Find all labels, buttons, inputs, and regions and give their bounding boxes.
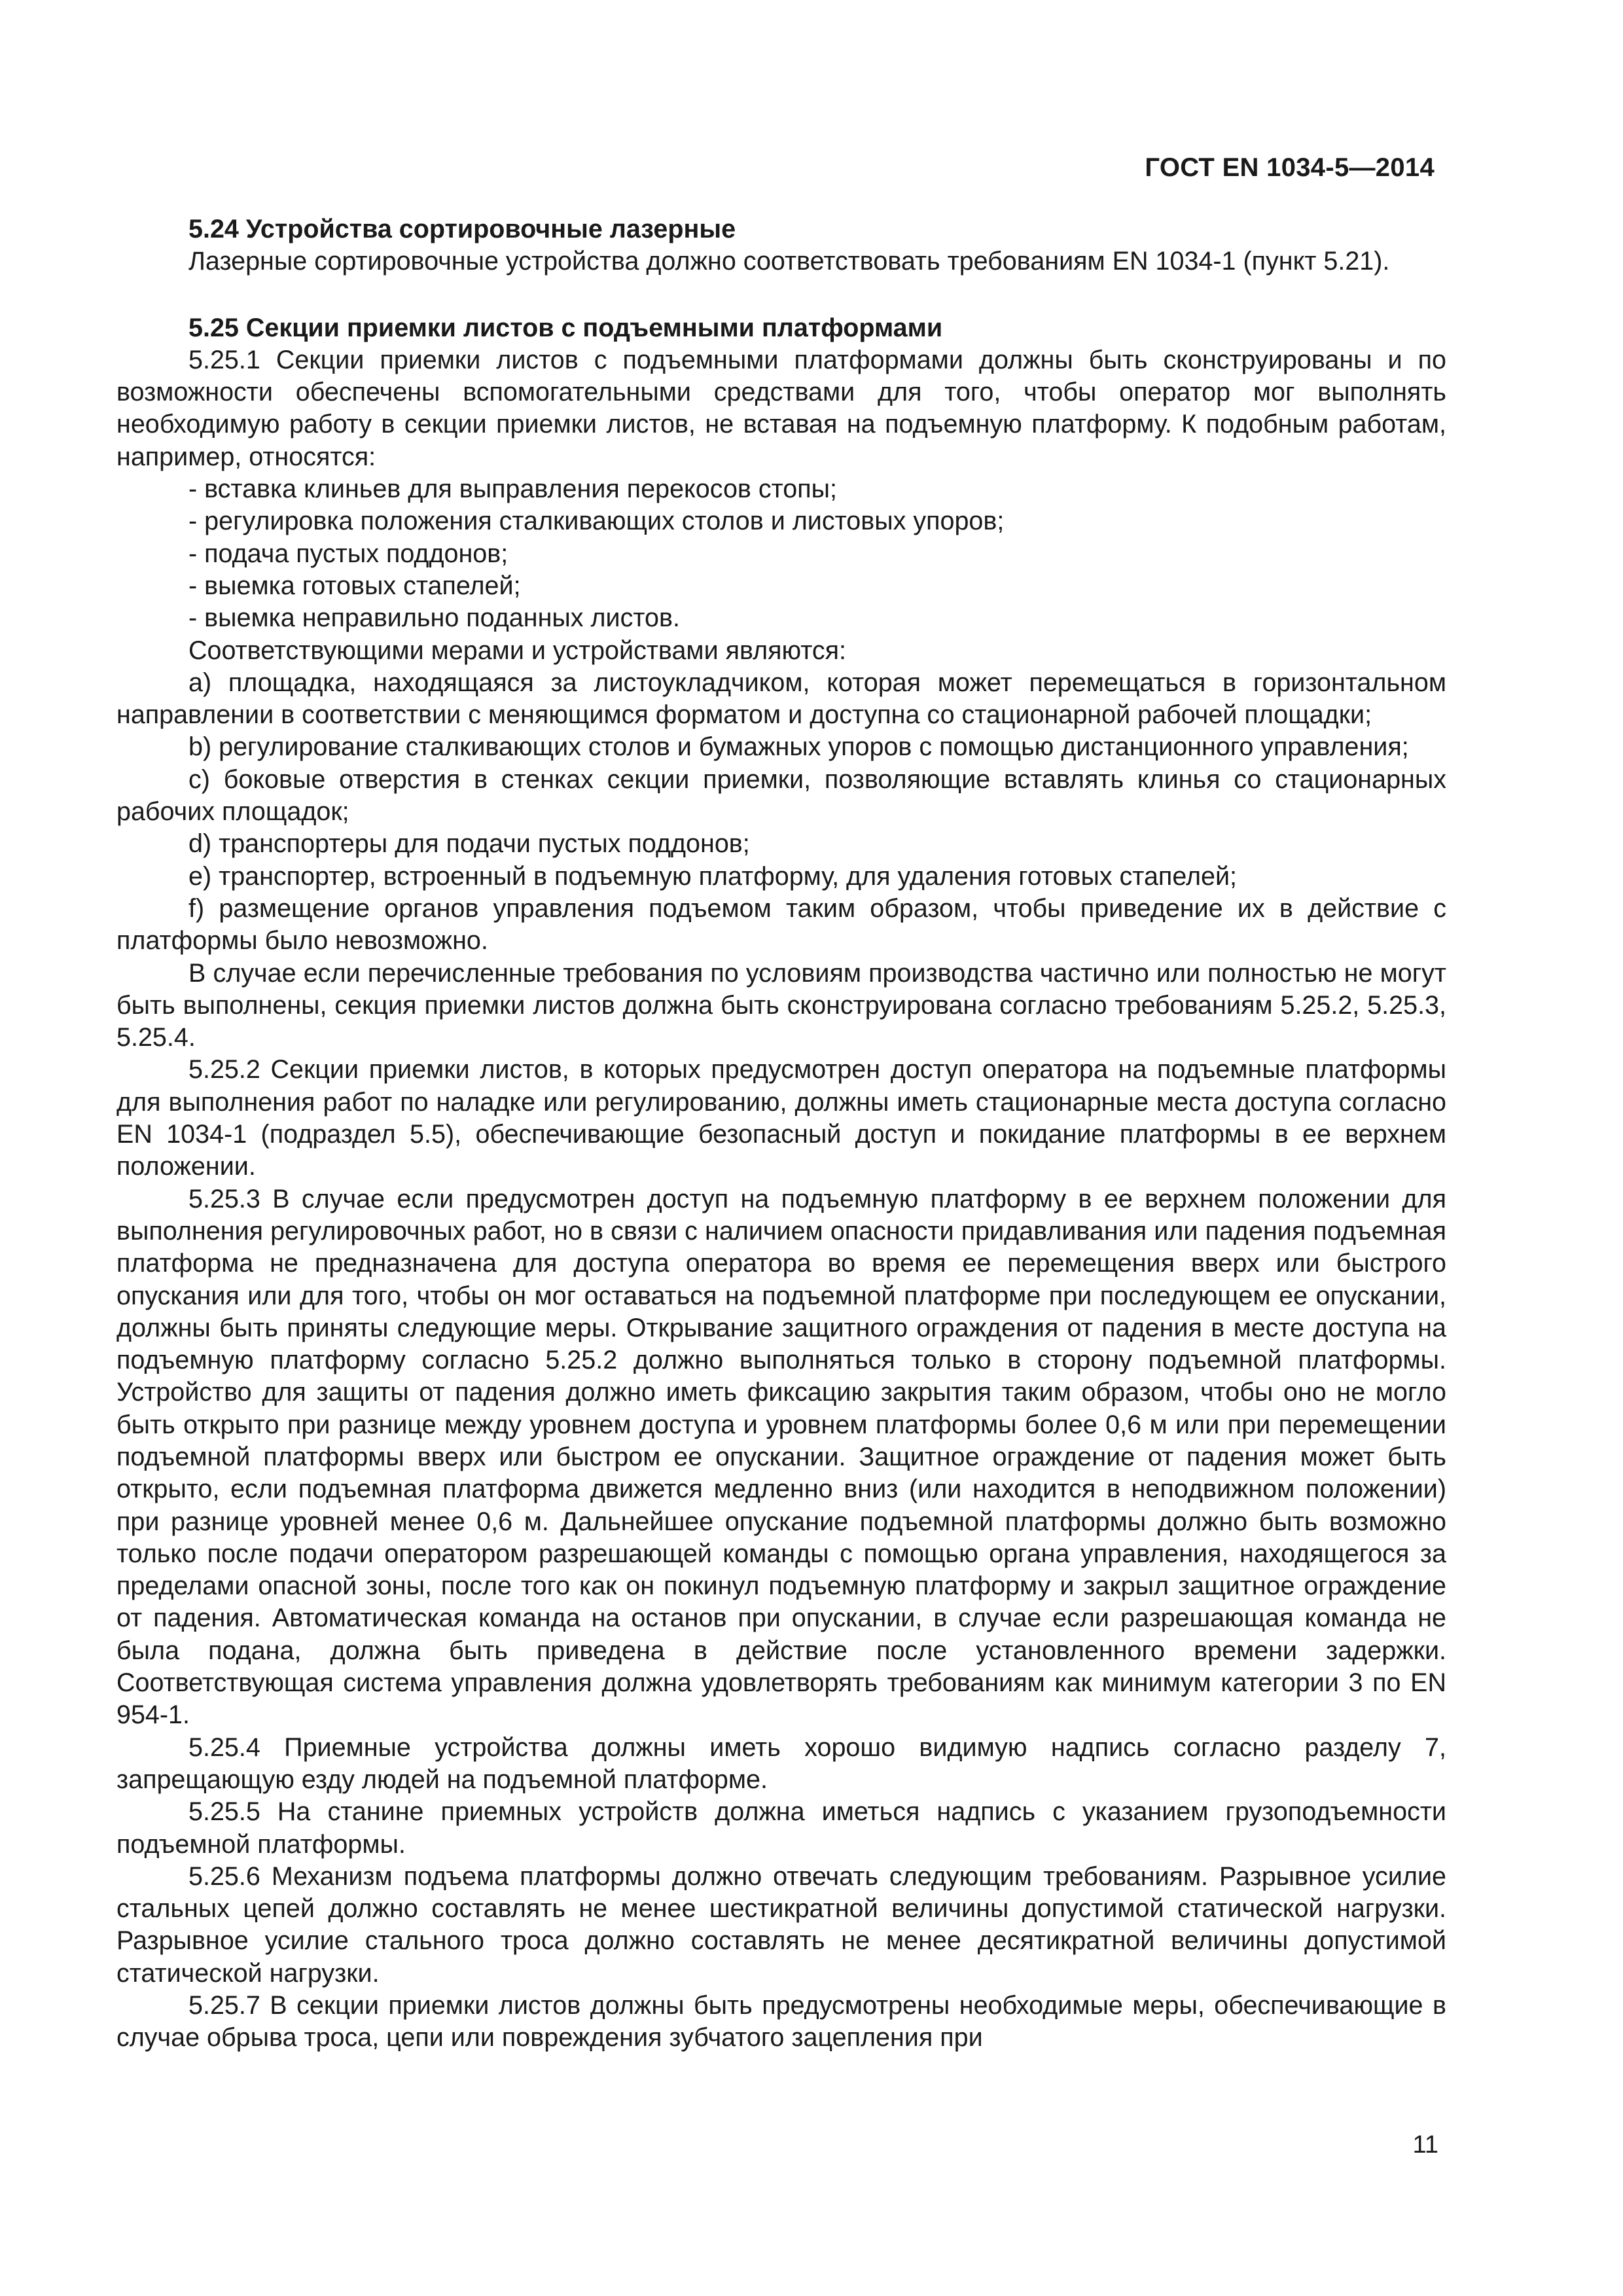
paragraph: 5.25.5 На станине приемных устройств должна иметься надпись с указанием грузоподъемности подъемной платформы. bbox=[116, 1797, 1446, 1859]
section-spacer bbox=[116, 278, 1446, 312]
list-item: - выемка неправильно поданных листов. bbox=[188, 603, 680, 633]
section-heading: 5.24 Устройства сортировочные лазерные bbox=[188, 215, 736, 243]
paragraph: 5.25.1 Секции приемки листов с подъемными платформами должны быть сконструированы и по возможности обеспечены вспомогательными средствами для того, чтобы оператор мог выполнять необходимую работу в секции приемки листов, не вставая на подъемную платформу. К подобным работам, например, относятся: bbox=[116, 345, 1446, 471]
list-item: - подача пустых поддонов; bbox=[188, 539, 508, 568]
section-heading: 5.25 Секции приемки листов с подъемными платформами bbox=[188, 313, 943, 342]
list-item: f) размещение органов управления подъемом таким образом, чтобы приведение их в действие с платформы было невозможно. bbox=[116, 893, 1446, 956]
paragraph: Соответствующими мерами и устройствами являются: bbox=[188, 636, 847, 665]
list-item: c) боковые отверстия в стенках секции приемки, позволяющие вставлять клинья со стационарных рабочих площадок; bbox=[116, 764, 1446, 827]
list-item: - выемка готовых стапелей; bbox=[188, 571, 521, 600]
paragraph: 5.25.4 Приемные устройства должны иметь хорошо видимую надпись согласно разделу 7, запрещающую езду людей на подъемной платформе. bbox=[116, 1732, 1446, 1794]
list-item: d) транспортеры для подачи пустых поддонов; bbox=[188, 829, 750, 859]
paragraph: Лазерные сортировочные устройства должно соответствовать требованиям EN 1034-1 (пункт 5.21). bbox=[188, 247, 1390, 276]
list-item: - регулировка положения сталкивающих столов и листовых упоров; bbox=[188, 507, 1005, 536]
paragraph: В случае если перечисленные требования по условиям производства частично или полностью не могут быть выполнены, секция приемки листов должна быть сконструирована согласно требованиям 5.25.2, 5.25.3, 5.25.4. bbox=[116, 958, 1446, 1052]
list-item: a) площадка, находящаяся за листоукладчиком, которая может перемещаться в горизонтальном направлении в соответствии с меняющимся форматом и доступна со стационарной рабочей площадки; bbox=[116, 668, 1446, 730]
paragraph: 5.25.2 Секции приемки листов, в которых предусмотрен доступ оператора на подъемные платформы для выполнения работ по наладке или регулированию, должны иметь стационарные места доступа согласно EN 1034-1 (подраздел 5.5), обеспечивающие безопасный доступ и покидание платформы в ее верхнем положении. bbox=[116, 1055, 1446, 1181]
paragraph: 5.25.7 В секции приемки листов должны быть предусмотрены необходимые меры, обеспечивающие в случае обрыва троса, цепи или повреждения зубчатого зацепления при bbox=[116, 1991, 1446, 2053]
paragraph: 5.25.3 В случае если предусмотрен доступ на подъемную платформу в ее верхнем положении для выполнения регулировочных работ, но в связи с наличием опасности придавливания или падения подъемная платформа не предназначена для доступа оператора во время ее перемещения вверх или быстрого опускания или для того, чтобы он мог оставаться на подъемной платформе при последующем ее опускании, должны быть приняты следующие меры. Открывание защитного ограждения от падения в месте доступа на подъемную платформу согласно 5.25.2 должно выполняться только в сторону подъемной платформы. Устройство для защиты от падения должно иметь фиксацию закрытия таким образом, чтобы оно не могло быть открыто при разнице между уровнем доступа и уровнем платформы более 0,6 м или при перемещении подъемной платформы вверх или быстром ее опускании. Защитное ограждение от падения может быть открыто, если подъемная платформа движется медленно вниз (или находится в неподвижном положении) при разнице уровней менее 0,6 м. Дальнейшее опускание подъемной платформы должно быть возможно только после подачи оператором разрешающей команды с помощью органа управления, находящегося за пределами опасной зоны, после того как он покинул подъемную платформу и закрыл защитное ограждение от падения. Автоматическая команда на останов при опускании, в случае если разрешающая команда не была подана, должна быть приведена в действие после установленного времени задержки. Соответствующая система управления должна удовлетворять требованиям как минимум категории 3 по EN 954-1. bbox=[116, 1184, 1446, 1730]
document-code-header: ГОСТ EN 1034-5—2014 bbox=[1145, 153, 1435, 182]
list-item: - вставка клиньев для выправления перекосов стопы; bbox=[188, 475, 837, 504]
list-item: e) транспортер, встроенный в подъемную платформу, для удаления готовых стапелей; bbox=[188, 861, 1238, 891]
paragraph: 5.25.6 Механизм подъема платформы должно отвечать следующим требованиям. Разрывное усилие стальных цепей должно составлять не менее шестикратной величины допустимой статической нагрузки. Разрывное усилие стального троса должно составлять не менее десятикратной величины допустимой статической нагрузки. bbox=[116, 1861, 1446, 1988]
document-body bbox=[116, 213, 1446, 2054]
page-number: 11 bbox=[1412, 2131, 1438, 2159]
list-item: b) регулирование сталкивающих столов и бумажных упоров с помощью дистанционного управления; bbox=[188, 732, 1409, 762]
